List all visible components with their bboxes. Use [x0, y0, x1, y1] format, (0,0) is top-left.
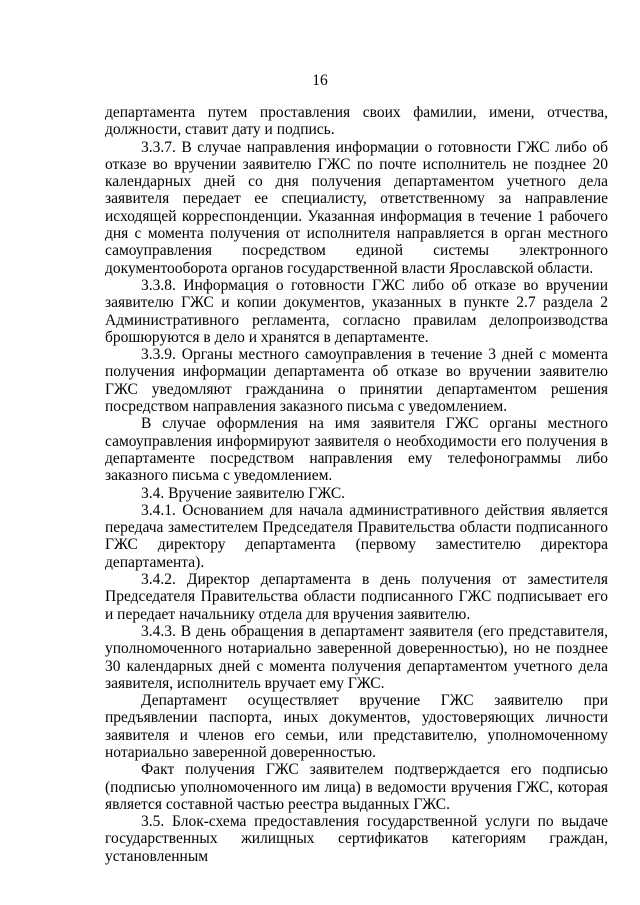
paragraph-gzhs-registration: В случае оформления на имя заявителя ГЖС органы местного самоуправления информируют заявителя о необходимости его получения в департаменте посредством направления ему телефонограммы либо заказного письма с уведомлением.: [105, 415, 608, 485]
page-number: 16: [312, 72, 328, 89]
paragraph-3-3-9: 3.3.9. Органы местного самоуправления в течение 3 дней с момента получения информации департамента об отказе во вручении заявителю ГЖС уведомляют гражданина о принятии департаментом решения посредством направления заказного письма с уведомлением.: [105, 346, 608, 416]
paragraph-receipt-fact: Факт получения ГЖС заявителем подтверждается его подписью (подписью уполномоченного им лица) в ведомости вручения ГЖС, которая является составной частью реестра выданных ГЖС.: [105, 761, 608, 813]
paragraph-3-4-2: 3.4.2. Директор департамента в день получения от заместителя Председателя Правительства области подписанного ГЖС подписывает его и передает начальнику отдела для вручения заявителю.: [105, 571, 608, 623]
paragraph-3-5: 3.5. Блок-схема предоставления государственной услуги по выдаче государственных жилищных сертификатов категориям граждан, установленным: [105, 813, 608, 865]
paragraph-continuation: департамента путем проставления своих фамилии, имени, отчества, должности, ставит дату и подпись.: [105, 104, 608, 139]
paragraph-handover: Департамент осуществляет вручение ГЖС заявителю при предъявлении паспорта, иных документов, удостоверяющих личности заявителя и членов его семьи, или представителю, уполномоченному нотариально заверенной доверенностью.: [105, 692, 608, 761]
section-heading-3-4: 3.4. Вручение заявителю ГЖС.: [141, 484, 346, 502]
document-body: [105, 104, 608, 865]
paragraph-3-4-1: 3.4.1. Основанием для начала административного действия является передача заместителем Председателя Правительства области подписанного ГЖС директору департамента (первому заместителю директора департамента).: [105, 501, 608, 571]
paragraph-3-3-7: 3.3.7. В случае направления информации о готовности ГЖС либо об отказе во вручении заявителю ГЖС по почте исполнитель не позднее 20 календарных дней со дня получения департаментом учетного дела заявителя передает ее специалисту, ответственному за направление исходящей корреспонденции. Указанная информация в течение 1 рабочего дня с момента получения от исполнителя направляется в орган местного самоуправления посредством единой системы электронного документооборота органов государственной власти Ярославской области.: [105, 138, 608, 277]
paragraph-3-4-3: 3.4.3. В день обращения в департамент заявителя (его представителя, уполномоченного нотариально заверенной доверенностью), но не позднее 30 календарных дней с момента получения департаментом учетного дела заявителя, исполнитель вручает ему ГЖС.: [105, 622, 608, 692]
paragraph-3-3-8: 3.3.8. Информация о готовности ГЖС либо об отказе во вручении заявителю ГЖС и копии документов, указанных в пункте 2.7 раздела 2 Административного регламента, согласно правилам делопроизводства брошюруются в дело и хранятся в департаменте.: [105, 276, 608, 346]
